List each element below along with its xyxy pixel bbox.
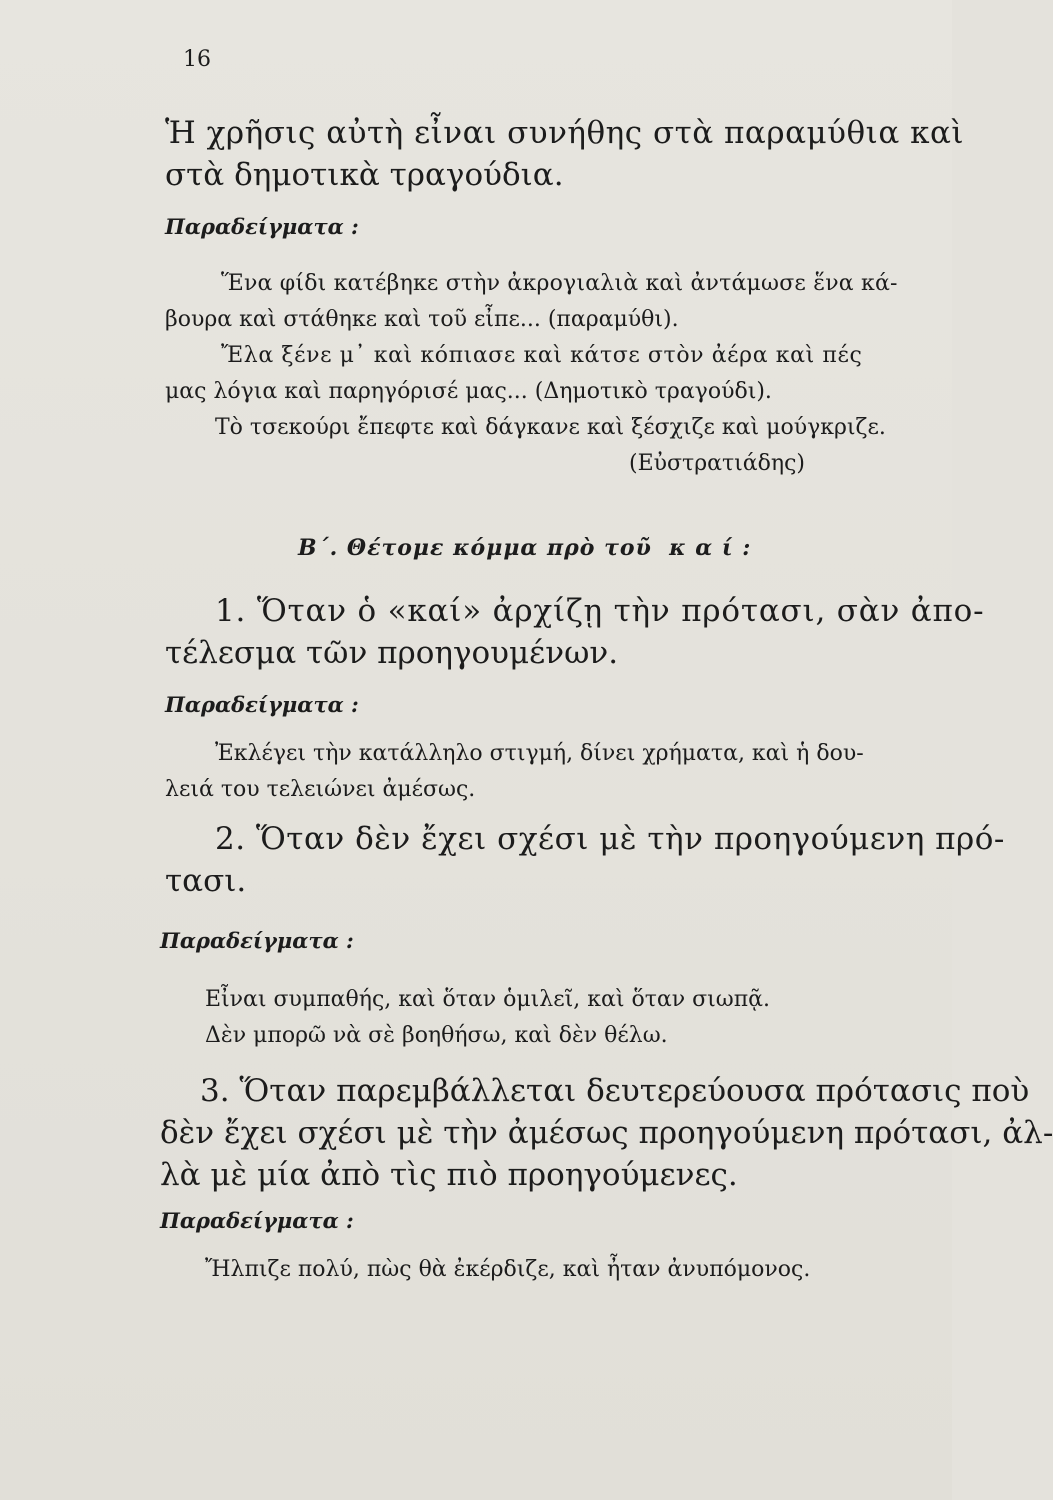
examples-label-1: Παραδείγματα : (165, 214, 359, 239)
examples-block-4 (165, 1252, 925, 1288)
example-3-line-1: Εἶναι συμπαθής, καὶ ὅταν ὁμιλεῖ, καὶ ὅταν σιωπᾷ. (205, 987, 771, 1012)
point-1-line-2: τέλεσμα τῶν προηγουμένων. (165, 635, 619, 671)
point-1 (165, 590, 985, 674)
intro-paragraph (165, 112, 965, 196)
example-2-line-1: Ἐκλέγει τὴν κατάλληλο στιγμή, δίνει χρήματα, καὶ ἡ δου- (215, 741, 864, 766)
example-1-source: (Εὐστρατιάδης) (629, 451, 805, 476)
intro-line-2: στὰ δημοτικὰ τραγούδια. (165, 157, 564, 193)
example-1-line-1: Ἕνα φίδι κατέβηκε στὴν ἀκρογιαλιὰ καὶ ἀντάμωσε ἕνα κά- (221, 271, 898, 296)
example-1-line-3: Ἔλα ξένε μ᾽ καὶ κόπιασε καὶ κάτσε στὸν ἀέρα καὶ πές (221, 343, 863, 368)
page-number: 16 (183, 47, 211, 72)
example-4-line-1: Ἤλπιζε πολύ, πὼς θὰ ἐκέρδιζε, καὶ ἦταν ἀνυπόμονος. (205, 1257, 811, 1282)
example-1-line-5: Τὸ τσεκούρι ἔπεφτε καὶ δάγκανε καὶ ξέσχιζε καὶ μούγκριζε. (215, 415, 886, 440)
point-3 (160, 1070, 1053, 1196)
examples-label-4: Παραδείγματα : (160, 1208, 354, 1233)
point-2-line-1: 2. Ὅταν δὲν ἔχει σχέσι μὲ τὴν προηγούμενη πρό- (215, 821, 1005, 857)
examples-label-2: Παραδείγματα : (165, 692, 359, 717)
point-3-line-1: 3. Ὅταν παρεμβάλλεται δευτερεύουσα πρότασις ποὺ (200, 1073, 1030, 1109)
point-3-line-3: λὰ μὲ μία ἀπὸ τὶς πιὸ προηγούμενες. (160, 1157, 738, 1193)
point-2 (165, 818, 1005, 902)
point-2-line-2: τασι. (165, 863, 247, 899)
point-3-line-2: δὲν ἔχει σχέσι μὲ τὴν ἀμέσως προηγούμενη πρότασι, ἀλ- (160, 1115, 1053, 1151)
examples-label-3: Παραδείγματα : (160, 928, 354, 953)
section-b-heading: Β΄. Θέτομε κόμμα πρὸ τοῦ κ α ί : (298, 535, 752, 561)
point-1-line-1: 1. Ὅταν ὁ «καί» ἀρχίζῃ τὴν πρότασι, σὰν ἀπο- (215, 593, 985, 629)
example-2-line-2: λειά του τελειώνει ἀμέσως. (165, 777, 476, 802)
intro-line-1: Ἡ χρῆσις αὐτὴ εἶναι συνήθης στὰ παραμύθια καὶ (165, 115, 965, 151)
examples-block-2 (165, 736, 925, 808)
example-1-line-2: βουρα καὶ στάθηκε καὶ τοῦ εἶπε... (παραμύθι). (165, 307, 679, 332)
examples-block-1 (165, 266, 905, 482)
example-1-line-4: μας λόγια καὶ παρηγόρισέ μας... (Δημοτικὸ τραγούδι). (165, 379, 772, 404)
examples-block-3 (165, 982, 925, 1054)
example-3-line-2: Δὲν μπορῶ νὰ σὲ βοηθήσω, καὶ δὲν θέλω. (205, 1023, 668, 1048)
